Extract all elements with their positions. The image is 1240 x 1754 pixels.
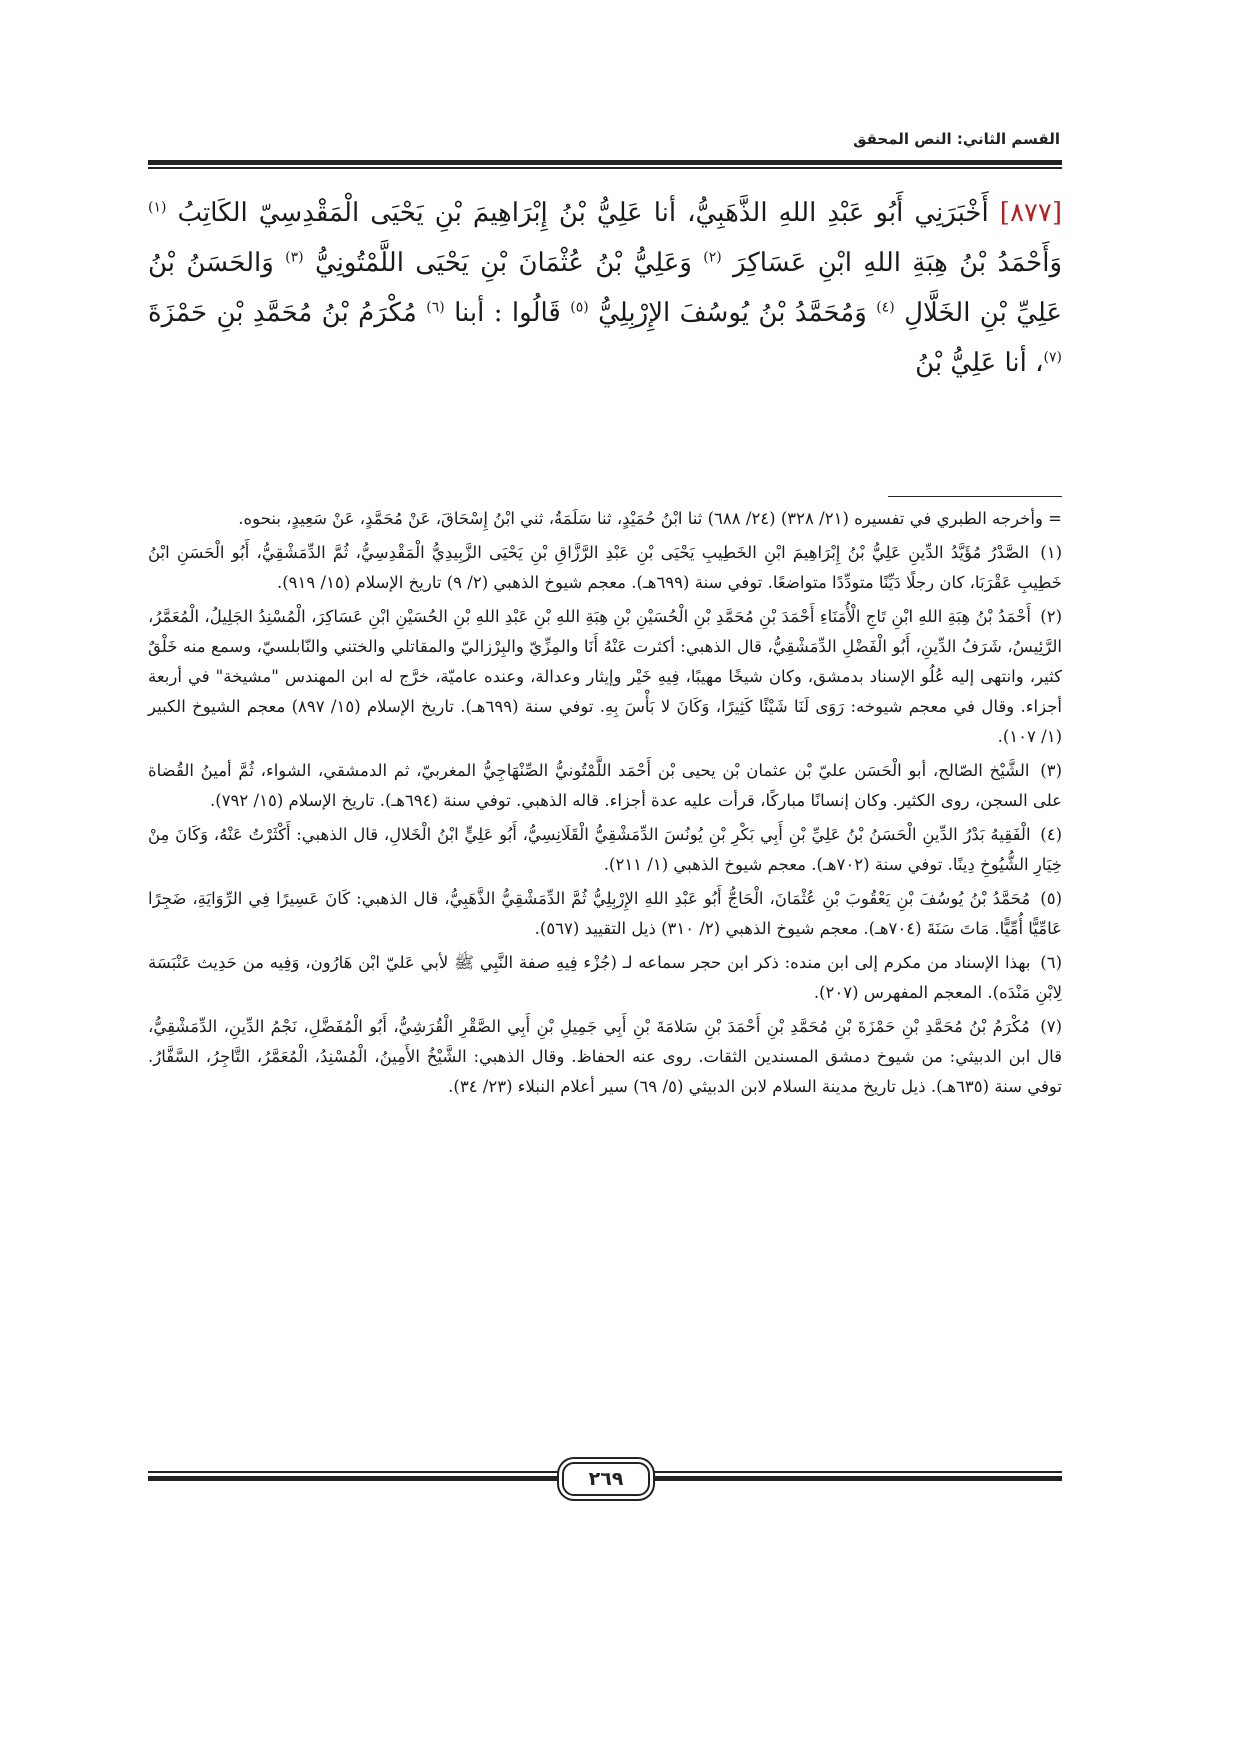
footnote-text: مُحَمَّدُ بْنُ يُوسُفَ بْنِ يَعْقُوبَ بْنِ عُثْمَانَ، الْحَاجُّ أَبُو عَبْدِ اللهِ الإِرْبِلِيُّ ثُمَّ الدِّمَشْقِيُّ الذَّهَبِيُّ، قال الذهبي: كَانَ عَسِيرًا فِي الرِّوَايَةِ، ضَجِرًا عَامِّيًّا أُمِّيًّا. مَاتَ سَنَةَ (٧٠٤هـ). معجم شيوخ الذهبي (٢/ ٣١٠) ذيل التقييد (٥٦٧). [148, 889, 1062, 938]
footnote-number: (٧) [1040, 1017, 1062, 1036]
footnote-7 [148, 1012, 1062, 1102]
footnote-number: (٥) [1040, 889, 1062, 908]
footnote-text: الْفَقِيهُ بَدْرُ الدِّينِ الْحَسَنُ بْنُ عَلِيِّ بْنِ أَبِي بَكْرِ بْنِ يُونُسَ الدِّمَشْقِيُّ الْقَلَانِسِيُّ، أَبُو عَلِيٍّ ابْنُ الْخَلالِ، قال الذهبي: أَكْثَرْتُ عَنْهُ، وَكَانَ مِنْ خِيَارِ الشُّيُوخِ دِينًا. توفي سنة (٧٠٢هـ). معجم شيوخ الذهبي (١/ ٢١١). [148, 825, 1062, 874]
footnote-ref[interactable]: (٦) [426, 299, 445, 316]
page-number: ٢٦٩ [562, 1462, 650, 1496]
footnote-number: (٢) [1040, 607, 1063, 626]
footnote-text: بهذا الإسناد من مكرم إلى ابن منده: ذكر ابن حجر سماعه لـ (جُزْء فِيهِ صفة النَّبِي ﷺ لأبي عَليّ ابْن هَارُون، وَفِيه من حَدِيث عَنْبَسَة لِابْنِ مَنْدَه). المعجم المفهرس (٢٠٧). [148, 953, 1062, 1002]
footnote-ref[interactable]: (٥) [570, 299, 589, 316]
text-segment: وَعَلِيُّ بْنُ عُثْمَانَ بْنِ يَحْيَى اللَّمْتُونِيُّ [314, 248, 692, 278]
footnote-ref[interactable]: (١) [148, 199, 167, 216]
text-segment: وَأَحْمَدُ بْنُ هِبَةِ اللهِ ابْنِ عَسَاكِرَ [733, 248, 1063, 278]
footnote-divider [888, 496, 1062, 497]
footnote-continuation: = وأخرجه الطبري في تفسيره (٢١/ ٣٢٨) (٢٤/ ٦٨٨) ثنا ابْنُ حُمَيْدٍ، ثنا سَلَمَةُ، ثني ابْنُ إِسْحَاقَ، عَنْ مُحَمَّدٍ، عَنْ سَعِيدٍ، بنحوه. [238, 509, 1062, 528]
footnote-ref[interactable]: (٧) [1043, 349, 1062, 366]
footnote-text: مُكْرَمُ بْنُ مُحَمَّدِ بْنِ حَمْزَةَ بْنِ مُحَمَّدِ بْنِ أَحْمَدَ بْنِ سَلامَةَ بْنِ أَبِي جَمِيلِ بْنِ أَبِي الصَّقْرِ الْقُرَشِيُّ، أَبُو الْمُفَضَّلِ، نَجْمُ الدِّينِ، الدِّمَشْقِيُّ، قال ابن الدبيثي: من شيوخ دمشق المسندين الثقات. روى عنه الحفاظ. وقال الذهبي: الشَّيْخُ الأَمِينُ، الْمُسْنِدُ، الْمُعَمَّرُ، التَّاجِرُ، السَّفَّارُ. توفي سنة (٦٣٥هـ). ذيل تاريخ مدينة السلام لابن الدبيثي (٥/ ٦٩) سير أعلام النبلاء (٢٣/ ٣٤). [148, 1017, 1062, 1096]
footnote-text: الشَّيْخ الصّالح، أبو الْحَسَن عليّ بْن عثمان بْن يحيى بْن أَحْمَد اللَّمْتُونيُّ الصِّنْهَاجِيُّ المغربيّ، ثم الدمشقي، الشواء، ثُمَّ أمينُ القُضاة على السجن، روى الكثير. وكان إنسانًا مباركًا، قرأت عليه عدة أجزاء. قاله الذهبي. توفي سنة (٦٩٤هـ). تاريخ الإسلام (١٥/ ٧٩٢). [148, 761, 1062, 810]
footnote-5 [148, 884, 1062, 944]
footnote-ref[interactable]: (٣) [285, 249, 304, 266]
header-rule [148, 160, 1062, 165]
footnote-ref[interactable]: (٢) [703, 249, 722, 266]
main-hadith-text [148, 188, 1062, 388]
footnotes [148, 504, 1062, 1106]
text-segment: ، أنا عَلِيُّ بْنُ [915, 348, 1044, 378]
footnote-text: أَحْمَدُ بْنُ هِبَةِ اللهِ ابْنِ تَاجِ الْأُمَنَاءِ أَحْمَدَ بْنِ مُحَمَّدِ بْنِ الْحُسَيْنِ بْنِ هِبَةِ اللهِ بْنِ عَبْدِ اللهِ بْنِ الحُسَيْنِ ابْنِ عَسَاكِرَ، الْمُسْنِدُ الجَلِيلُ، الْمُعَمَّرُ، الرَّئِيسُ، شَرَفُ الدِّينِ، أَبُو الْفَضْلِ الدِّمَشْقِيُّ، قال الذهبي: أكثرت عَنْهُ أَنَا والمِزِّيّ والبِرْزاليّ والمقاتلي والختني والنّابلسيّ، وسمع منه خَلْقٌ كثير، وانتهى إليه عُلُو الإسناد بدمشق، وكان شيخًا مهيبًا، فِيهِ خَيْر وإيثار وعدالة، وعنده عاميّة، خرَّج له ابن المهندس "مشيخة" في أربعة أجزاء. وقال في معجم شيوخه: رَوَى لَنَا شَيْئًا كَثِيرًا، وَكَانَ لا بَأْسَ بِهِ. توفي سنة (٦٩٩هـ). تاريخ الإسلام (١٥/ ٨٩٧) معجم الشيوخ الكبير (١/ ١٠٧). [148, 607, 1062, 746]
footnote-text: الصَّدْرُ مُؤَيَّدُ الدِّينِ عَلِيُّ بْنُ إِبْرَاهِيمَ ابْنِ الخَطِيبِ يَحْيَى بْنِ عَبْدِ الرَّزَّاقِ بْنِ يَحْيَى الزَّبِيدِيُّ الْمَقْدِسِيُّ، ثُمَّ الدِّمَشْقِيُّ، أَبُو الْحَسَنِ ابْنُ خَطِيبِ عَقْرَبَا، كان رجلًا دَيِّنًا متودِّدًا متواضعًا. توفي سنة (٦٩٩هـ). معجم شيوخ الذهبي (٢/ ٩) تاريخ الإسلام (١٥/ ٩١٩). [148, 543, 1062, 592]
footnote-3 [148, 756, 1062, 816]
text-segment: مُكْرَمُ بْنُ مُحَمَّدِ بْنِ حَمْزَةَ [148, 298, 417, 328]
footnote-number: (٤) [1040, 825, 1062, 844]
footnote-number: (١) [1040, 543, 1063, 562]
text-segment: قَالُوا : أبنا [454, 298, 561, 328]
running-header: القسم الثاني: النص المحقق [853, 130, 1060, 148]
footnote-6 [148, 948, 1062, 1008]
footnote-4 [148, 820, 1062, 880]
footnote-number: (٣) [1040, 761, 1063, 780]
entry-number: [٨٧٧] [999, 198, 1062, 228]
footnote-number: (٦) [1040, 953, 1062, 972]
text-segment: وَالحَسَنُ بْنُ عَلِيِّ بْنِ الخَلَّالِ [148, 248, 1063, 328]
text-segment: وَمُحَمَّدُ بْنُ يُوسُفَ الإِرْبِلِيُّ [598, 298, 867, 328]
footnote-2 [148, 602, 1062, 752]
header-rule-thin [148, 167, 1062, 169]
footnote-ref[interactable]: (٤) [876, 299, 895, 316]
footnote-1 [148, 538, 1062, 598]
text-segment: أَخْبَرَنِي أَبُو عَبْدِ اللهِ الذَّهَبِيُّ، أنا عَلِيُّ بْنُ إِبْرَاهِيمَ بْنِ يَحْيَى الْمَقْدِسِيّ الكَاتِبُ [177, 198, 989, 228]
